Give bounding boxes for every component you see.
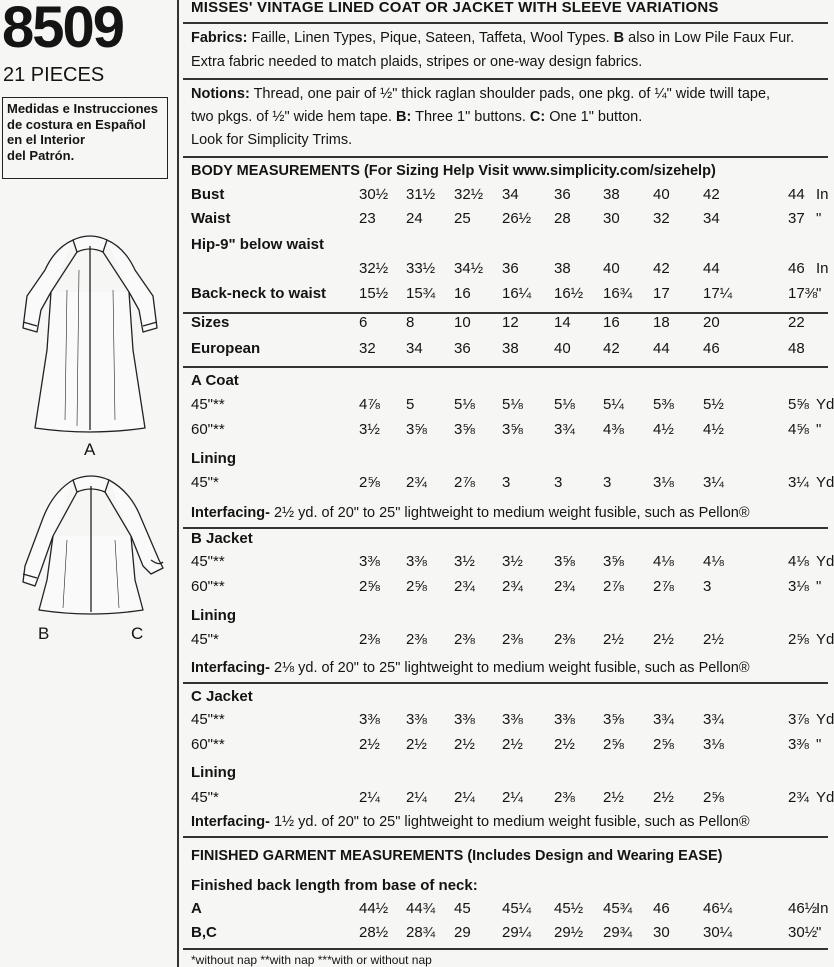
table-cell: 4⅛ [703,553,724,570]
table-row [191,736,831,758]
divider [183,948,828,950]
table-cell: 3 [554,474,563,491]
spanish-note-line: de costura en Español [7,116,146,132]
table-cell: 32 [653,210,670,227]
table-cell: 2⅞ [454,474,475,491]
table-cell: 2⅜ [554,789,575,806]
table-cell: 42 [703,186,720,203]
unit-label: Yd [816,396,834,413]
notions-text-2: two pkgs. of ½" wide hem tape. [191,109,397,125]
interfacing-b [191,660,750,676]
table-cell: 30½ [788,924,818,941]
table-cell: 40 [554,340,571,357]
row-label: 45"** [191,711,225,728]
table-cell: 10 [454,314,471,331]
table-cell: 2⅜ [454,631,475,648]
table-cell: 3¾ [554,421,575,438]
column-divider [177,0,179,967]
table-cell: 3⅜ [406,553,427,570]
finished-measurements-note: (Includes Design and Wearing EASE) [463,848,723,864]
table-cell: 4⅝ [788,421,809,438]
table-cell: 2⅝ [653,736,674,753]
table-cell: 3½ [454,553,475,570]
view-label-c: C [131,624,144,643]
interfacing-a [191,505,750,521]
table-cell: 46¼ [703,900,733,917]
left-panel [0,0,176,967]
footnote: *without nap **with nap ***with or without nap [191,953,432,967]
table-cell: 17¼ [703,285,733,302]
table-row [191,631,834,653]
spanish-note-box [2,97,168,179]
table-cell: 3⅜ [788,736,809,753]
table-cell: 2½ [454,736,475,753]
table-cell: 4⅛ [788,553,809,570]
table-cell: 5⅜ [653,396,674,413]
interfacing-label: Interfacing- [191,660,270,676]
finished-measurements-title: FINISHED GARMENT MEASUREMENTS [191,848,464,864]
table-row [191,285,831,307]
table-cell: 2⅜ [502,631,523,648]
table-cell: 4⅞ [359,396,380,413]
table-cell: 2¼ [454,789,475,806]
notions-line [191,86,770,102]
row-label: Waist [191,210,231,227]
divider [183,78,828,80]
row-label: European [191,340,261,357]
divider [183,682,828,684]
table-cell: 3¼ [703,474,724,491]
table-row [191,530,831,552]
table-cell: 2⅝ [359,578,380,595]
table-cell: 2½ [653,789,674,806]
table-cell: 2¼ [502,789,523,806]
table-row [191,396,834,418]
interfacing-text: 2⅛ yd. of 20" to 25" lightweight to medium weight fusible, such as Pellon® [269,660,750,676]
table-cell: 46 [703,340,720,357]
table-cell: 4⅜ [603,421,624,438]
unit-label: " [816,924,822,941]
table-cell: 8 [406,314,415,331]
row-label: A [191,900,202,917]
table-cell: 48 [788,340,805,357]
interfacing-c [191,814,750,830]
table-cell: 34 [406,340,423,357]
notions-label: Notions: [191,86,250,102]
table-cell: 2½ [603,789,624,806]
table-cell: 44½ [359,900,389,917]
notions-b: B: [396,109,412,125]
table-cell: 3⅝ [603,711,624,728]
table-cell: 45 [454,900,471,917]
table-cell: 45¾ [603,900,633,917]
table-cell: 2¾ [502,578,523,595]
table-cell: 4⅛ [653,553,674,570]
table-cell: 23 [359,210,376,227]
spanish-note-line: del Patrón. [7,147,75,163]
table-cell: 3 [502,474,511,491]
fabrics-label: Fabrics: [191,30,248,46]
table-cell: 15½ [359,285,389,302]
table-cell: 2⅜ [554,631,575,648]
table-cell: 3⅝ [554,553,575,570]
table-cell: 3⅜ [554,711,575,728]
pieces-count: 21 PIECES [3,64,105,86]
interfacing-label: Interfacing- [191,814,270,830]
table-cell: 17 [653,285,670,302]
table-cell: 36 [554,186,571,203]
table-cell: 29¾ [603,924,633,941]
table-row [191,314,831,336]
jacket-bc-illustration [15,470,170,620]
table-cell: 2½ [502,736,523,753]
table-cell: 38 [603,186,620,203]
table-row [191,900,831,922]
row-label: 60"** [191,736,225,753]
fabrics-text-2: also in Low Pile Faux Fur. [624,30,795,46]
unit-label: Yd [816,553,834,570]
table-row [191,372,831,394]
table-cell: 2⅝ [788,631,809,648]
table-cell: 3⅝ [406,421,427,438]
unit-label: Yd [816,711,834,728]
table-cell: 40 [603,260,620,277]
unit-label: In [816,900,829,917]
row-label: 60"** [191,578,225,595]
table-cell: 3⅜ [454,711,475,728]
unit-label: Yd [816,789,834,806]
table-row [191,186,831,208]
table-cell: 44 [653,340,670,357]
table-cell: 34 [502,186,519,203]
table-cell: 36 [502,260,519,277]
table-cell: 5⅝ [788,396,809,413]
row-label: B Jacket [191,530,253,547]
table-cell: 42 [653,260,670,277]
table-cell: 28 [554,210,571,227]
table-row [191,260,831,282]
unit-label: " [816,421,822,438]
interfacing-text: 1½ yd. of 20" to 25" lightweight to medium weight fusible, such as Pellon® [269,814,750,830]
row-label: 45"** [191,396,225,413]
fabrics-line-2: Extra fabric needed to match plaids, stripes or one-way design fabrics. [191,54,643,70]
table-cell: 24 [406,210,423,227]
table-cell: 29½ [554,924,584,941]
table-cell: 25 [454,210,471,227]
table-cell: 30½ [359,186,389,203]
table-cell: 3⅛ [703,736,724,753]
table-cell: 17⅜ [788,285,818,302]
pattern-number: 8509 [2,0,124,60]
table-row [191,711,834,733]
table-cell: 16 [603,314,620,331]
row-label: C Jacket [191,688,253,705]
row-label: Lining [191,764,236,781]
table-cell: 2⅝ [703,789,724,806]
interfacing-label: Interfacing- [191,505,270,521]
right-panel [183,0,834,967]
table-cell: 3⅜ [502,711,523,728]
table-cell: 16¾ [603,285,633,302]
divider [183,836,828,838]
finished-back-length-label: Finished back length from base of neck: [191,877,478,894]
finished-measurements-header [191,848,722,864]
table-cell: 4½ [703,421,724,438]
table-cell: 30 [603,210,620,227]
row-label: 45"* [191,631,219,648]
notions-c: C: [529,109,546,125]
table-cell: 3⅝ [502,421,523,438]
hip-label: Hip-9" below waist [191,236,324,253]
table-cell: 30¼ [703,924,733,941]
table-cell: 28½ [359,924,389,941]
divider [183,366,828,368]
table-cell: 3½ [359,421,380,438]
table-cell: 2⅞ [603,578,624,595]
coat-a-illustration [15,230,165,435]
table-row [191,421,831,443]
table-cell: 5⅛ [502,396,523,413]
row-label: Back-neck to waist [191,285,327,302]
notions-line-3: Look for Simplicity Trims. [191,132,353,148]
unit-label: " [816,285,822,302]
unit-label: " [816,736,822,753]
row-label: Bust [191,186,225,203]
unit-label: In [816,186,829,203]
table-cell: 18 [653,314,670,331]
table-row [191,340,831,362]
table-cell: 3 [603,474,612,491]
table-cell: 32½ [454,186,484,203]
table-cell: 37 [788,210,805,227]
table-cell: 2½ [359,736,380,753]
table-cell: 33½ [406,260,436,277]
table-cell: 4½ [653,421,674,438]
table-cell: 44¾ [406,900,436,917]
table-row [191,607,831,629]
unit-label: " [816,210,822,227]
table-cell: 14 [554,314,571,331]
table-cell: 16½ [554,285,584,302]
body-measurements-note: (For Sizing Help Visit www.simplicity.com/sizehelp) [359,163,716,179]
unit-label: " [816,578,822,595]
notions-c-text: One 1" button. [545,109,643,125]
notions-b-text: Three 1" buttons. [411,109,530,125]
table-row [191,688,831,710]
table-cell: 38 [554,260,571,277]
unit-label: In [816,260,829,277]
table-cell: 3¾ [653,711,674,728]
table-cell: 5 [406,396,415,413]
table-cell: 2¼ [359,789,380,806]
table-cell: 22 [788,314,805,331]
table-row [191,924,831,946]
table-cell: 29 [454,924,471,941]
table-row [191,210,831,232]
table-cell: 44 [703,260,720,277]
table-cell: 2⅜ [359,631,380,648]
table-cell: 12 [502,314,519,331]
table-cell: 2¾ [554,578,575,595]
table-cell: 38 [502,340,519,357]
table-cell: 2⅝ [359,474,380,491]
table-cell: 34 [703,210,720,227]
body-measurements-title: BODY MEASUREMENTS [191,163,360,179]
pattern-title: MISSES' VINTAGE LINED COAT OR JACKET WITH SLEEVE VARIATIONS [191,0,719,16]
table-cell: 2½ [653,631,674,648]
table-cell: 3¼ [788,474,809,491]
table-cell: 5⅛ [554,396,575,413]
row-label: 45"** [191,553,225,570]
row-label: 45"* [191,789,219,806]
table-cell: 2¼ [406,789,427,806]
table-cell: 42 [603,340,620,357]
row-label: 45"* [191,474,219,491]
table-row [191,789,834,811]
table-cell: 32 [359,340,376,357]
table-cell: 2½ [603,631,624,648]
table-cell: 2¾ [454,578,475,595]
table-cell: 46 [653,900,670,917]
body-measurements-header [191,163,716,179]
table-cell: 31½ [406,186,436,203]
table-cell: 3⅜ [359,553,380,570]
table-cell: 3⅝ [454,421,475,438]
table-cell: 5½ [703,396,724,413]
table-row [191,553,834,575]
table-cell: 3⅜ [406,711,427,728]
table-cell: 32½ [359,260,389,277]
row-label: Sizes [191,314,230,331]
table-cell: 46½ [788,900,818,917]
row-label: Lining [191,450,236,467]
table-row [191,578,831,600]
row-label: B,C [191,924,217,941]
table-cell: 3¾ [703,711,724,728]
notions-text: Thread, one pair of ½" thick raglan shoulder pads, one pkg. of ¼" wide twill tape, [249,86,771,102]
table-cell: 3⅝ [603,553,624,570]
table-cell: 2½ [554,736,575,753]
divider [183,156,828,158]
table-cell: 20 [703,314,720,331]
fabrics-b: B [613,30,625,46]
spanish-note-line: Medidas e Instrucciones [7,101,158,116]
table-cell: 29¼ [502,924,532,941]
table-cell: 34½ [454,260,484,277]
table-cell: 28¾ [406,924,436,941]
table-cell: 40 [653,186,670,203]
row-label: 60"** [191,421,225,438]
fabrics-text: Faille, Linen Types, Pique, Sateen, Taffeta, Wool Types. [247,30,614,46]
view-label-a: A [84,440,96,459]
table-row [191,474,834,496]
table-cell: 3⅜ [359,711,380,728]
table-cell: 2⅝ [406,578,427,595]
table-cell: 2⅝ [603,736,624,753]
table-cell: 2¾ [406,474,427,491]
table-cell: 3⅛ [653,474,674,491]
row-label: A Coat [191,372,239,389]
table-row [191,764,831,786]
view-label-b: B [38,624,50,643]
unit-label: Yd [816,474,834,491]
table-cell: 16 [454,285,471,302]
table-cell: 2¾ [788,789,809,806]
unit-label: Yd [816,631,834,648]
table-cell: 44 [788,186,805,203]
table-cell: 45½ [554,900,584,917]
table-row [191,450,831,472]
table-cell: 2⅞ [653,578,674,595]
table-cell: 46 [788,260,805,277]
table-cell: 2⅜ [406,631,427,648]
notions-line-2 [191,109,642,125]
table-cell: 16¼ [502,285,532,302]
table-cell: 45¼ [502,900,532,917]
table-cell: 2½ [703,631,724,648]
fabrics-line [191,30,794,46]
table-cell: 5¼ [603,396,624,413]
table-cell: 15¾ [406,285,436,302]
table-cell: 2½ [406,736,427,753]
divider [183,312,828,314]
interfacing-text: 2½ yd. of 20" to 25" lightweight to medium weight fusible, such as Pellon® [269,505,750,521]
spanish-note-line: en el Interior [7,132,86,147]
table-cell: 26½ [502,210,532,227]
table-cell: 3½ [502,553,523,570]
table-cell: 3⅛ [788,578,809,595]
table-cell: 30 [653,924,670,941]
table-cell: 3⅞ [788,711,809,728]
divider [183,527,828,529]
table-cell: 3 [703,578,712,595]
table-cell: 6 [359,314,368,331]
table-cell: 36 [454,340,471,357]
table-cell: 5⅛ [454,396,475,413]
row-label: Lining [191,607,236,624]
divider [183,22,828,24]
